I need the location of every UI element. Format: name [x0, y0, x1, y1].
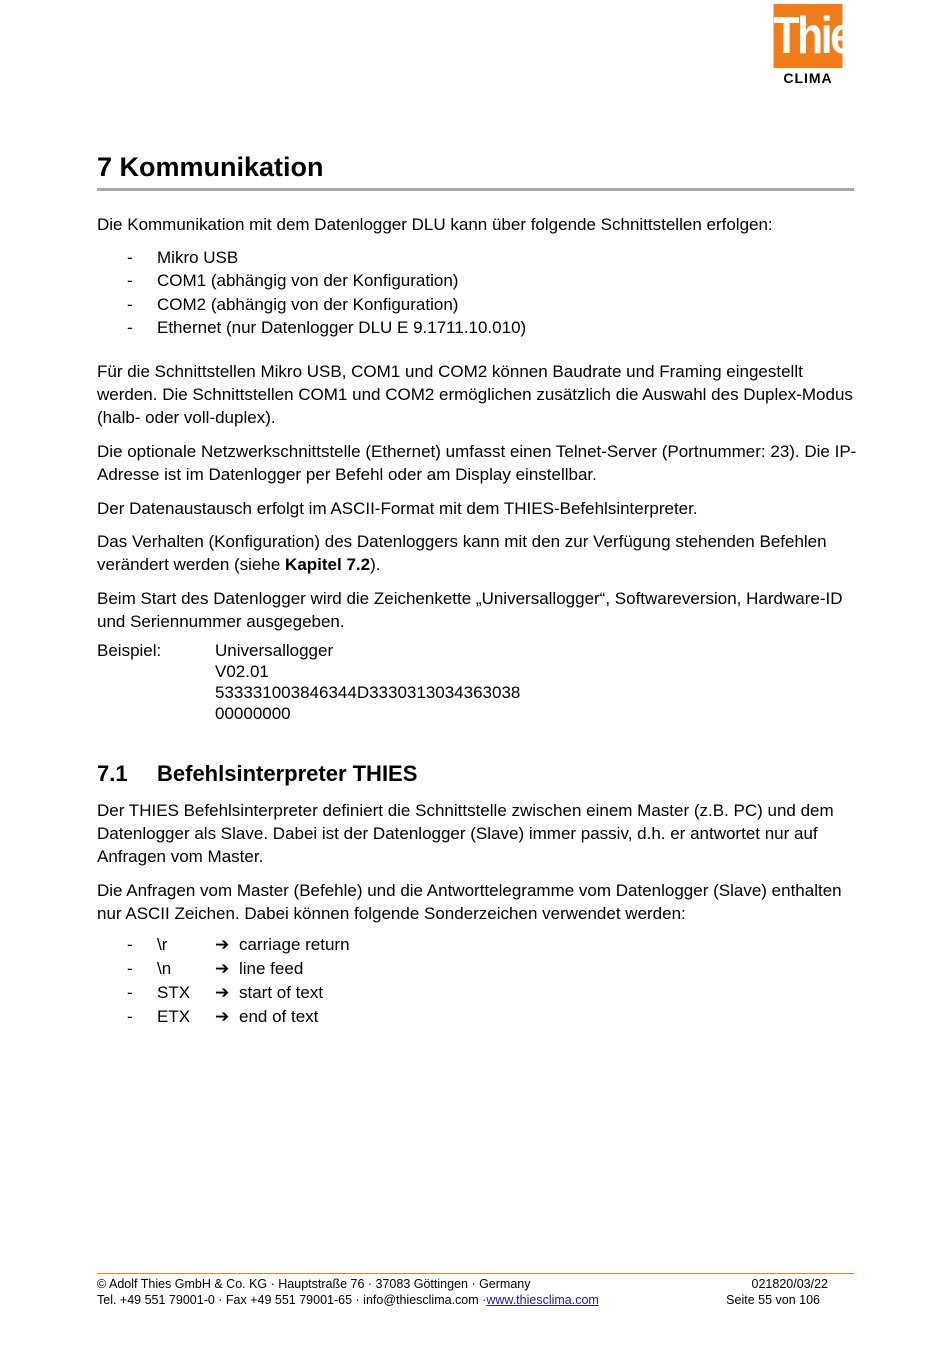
arrow-right-icon: ➔ [215, 959, 230, 978]
arrow-right-icon: ➔ [215, 1007, 230, 1026]
chapter-title: 7 Kommunikation [97, 152, 324, 182]
list-item: - \n ➔ line feed [127, 957, 350, 981]
interface-list [127, 246, 526, 339]
section-number: 7.1 [97, 761, 128, 786]
paragraph-startup: Beim Start des Datenlogger wird die Zeichenkette „Universallogger“, Softwareversion, Hardware-ID und Seriennummer ausgegeben. [97, 589, 843, 631]
list-item: - Mikro USB [127, 248, 239, 267]
logo-sub: CLIMA [783, 70, 833, 86]
paragraph-ascii: Der Datenaustausch erfolgt im ASCII-Format mit dem THIES-Befehlsinterpreter. [97, 499, 698, 518]
example-lines [215, 640, 520, 724]
paragraph-ethernet: Die optionale Netzwerkschnittstelle (Ethernet) umfasst einen Telnet-Server (Portnummer: 23). Die IP-Adresse ist im Datenlogger per Befehl oder am Display einstellbar. [97, 442, 857, 484]
special-char-list [127, 933, 350, 1029]
website-link[interactable]: www.thiesclima.com [486, 1293, 599, 1307]
section-paragraph-2: Die Anfragen vom Master (Befehle) und die Antworttelegramme vom Datenlogger (Slave) enthalten nur ASCII Zeichen. Dabei können folgende Sonderzeichen verwendet werden: [97, 881, 842, 923]
paragraph-configuration: Das Verhalten (Konfiguration) des Datenloggers kann mit den zur Verfügung stehenden Befehlen verändert werden (siehe Kapitel 7.2). [97, 532, 827, 574]
paragraph-baudrate: Für die Schnittstellen Mikro USB, COM1 und COM2 können Baudrate und Framing eingestellt werden. Die Schnittstellen COM1 und COM2 ermöglichen zusätzlich die Auswahl des Duplex-Modus (halb- oder voll-duplex). [97, 362, 853, 427]
footer-address: © Adolf Thies GmbH & Co. KG · Hauptstraße 76 · 37083 Göttingen · Germany [97, 1277, 531, 1291]
page-number: Seite 55 von 106 [726, 1293, 820, 1307]
example-label: Beispiel: [97, 641, 162, 660]
example-block [97, 640, 520, 724]
arrow-right-icon: ➔ [215, 983, 230, 1002]
thies-clima-logo [766, 4, 873, 86]
example-line: 533331003846344D3330313034363038 [215, 683, 521, 702]
list-item: - \r ➔ carriage return [127, 933, 350, 957]
section-paragraph-1: Der THIES Befehlsinterpreter definiert die Schnittstelle zwischen einem Master (z.B. PC) und dem Datenlogger als Slave. Dabei ist der Datenlogger (Slave) immer passiv, d.h. er antwortet nur auf Anfragen vom Master. [97, 801, 834, 866]
title-divider [97, 188, 854, 191]
example-line: V02.01 [215, 662, 269, 681]
list-item: - COM1 (abhängig von der Konfiguration) [127, 271, 459, 291]
logo-brand: Thies [774, 4, 843, 68]
list-item: - COM2 (abhängig von der Konfiguration) [127, 294, 459, 314]
section-title: 7.1 Befehlsinterpreter THIES [97, 761, 418, 786]
example-line: Universallogger [215, 641, 334, 660]
doc-number: 021820/03/22 [751, 1277, 828, 1291]
list-item: - Ethernet (nur Datenlogger DLU E 9.1711.10.010) [127, 317, 527, 337]
arrow-right-icon: ➔ [215, 935, 230, 954]
list-item: - ETX ➔ end of text [127, 1005, 350, 1029]
footer-divider [97, 1273, 854, 1274]
chapter-reference: Kapitel 7.2 [285, 555, 371, 574]
list-item: - STX ➔ start of text [127, 981, 350, 1005]
intro-paragraph: Die Kommunikation mit dem Datenlogger DLU kann über folgende Schnittstellen erfolgen: [97, 215, 773, 234]
footer-contact: Tel. +49 551 79001-0 · Fax +49 551 79001-65 · info@thiesclima.com ·www.thiesclima.com [97, 1293, 599, 1307]
example-line: 00000000 [215, 704, 291, 723]
